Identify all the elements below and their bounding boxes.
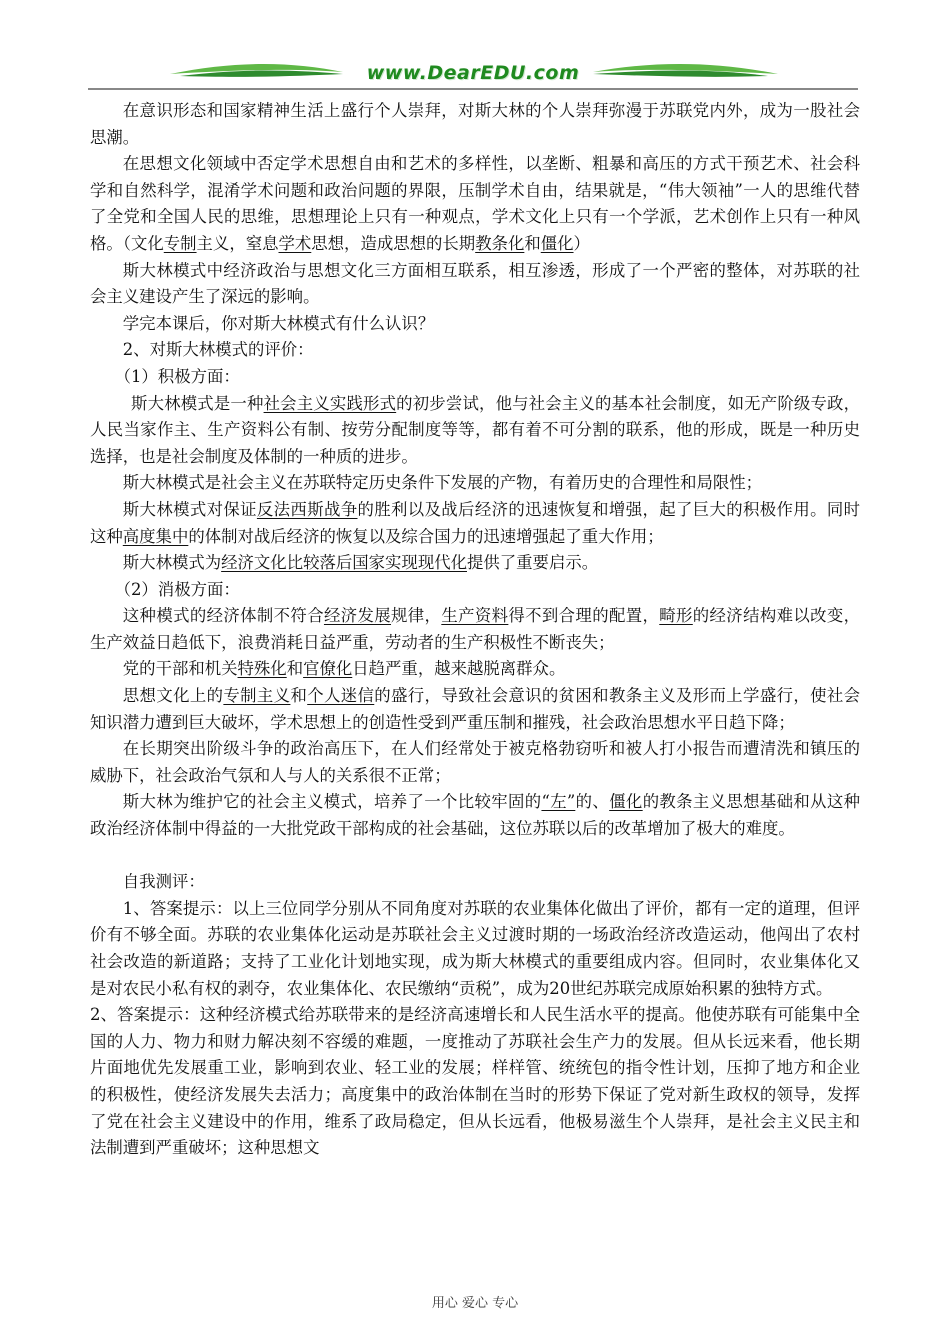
underlined-term: 经济发展 bbox=[323, 606, 392, 626]
underlined-term: 个人迷信 bbox=[307, 686, 375, 706]
underlined-term: 僵化 bbox=[540, 233, 574, 253]
underlined-term: 经济文化比较落后国家实现现代化 bbox=[221, 553, 467, 573]
document-body bbox=[90, 98, 860, 1162]
subheading-positive: （1）积极方面： bbox=[114, 366, 240, 386]
paragraph-positive-1: 斯大林模式是一种社会主义实践形式的初步尝试，他与社会主义的基本社会制度，如无产阶级专政，人民当家作主、生产资料公有制、按劳分配制度等等，都有着不可分割的联系，他的形成，既是一种历史选择，也是社会制度及体制的一种质的进步。 bbox=[90, 393, 860, 466]
section-heading-evaluation: 2、对斯大林模式的评价： bbox=[122, 340, 314, 360]
paragraph-positive-2: 斯大林模式是社会主义在苏联特定历史条件下发展的产物，有着历史的合理性和局限性； bbox=[122, 473, 763, 493]
heading-self-test: 自我测评： bbox=[122, 872, 205, 892]
underlined-term: 专制主义 bbox=[223, 686, 291, 706]
paragraph-negative-4: 在长期突出阶级斗争的政治高压下，在人们经常处于被克格勃窃听和被人打小报告而遭清洗和镇压的威胁下，社会政治气氛和人与人的关系很不正常； bbox=[90, 739, 860, 785]
site-header bbox=[88, 58, 858, 94]
paragraph-integrated-system: 斯大林模式中经济政治与思想文化三方面相互联系，相互渗透，形成了一个严密的整体，对苏联的社会主义建设产生了深远的影响。 bbox=[90, 260, 860, 307]
underlined-term: “左” bbox=[541, 792, 576, 812]
paragraph-negative-3: 思想文化上的专制主义和个人迷信的盛行，导致社会意识的贫困和教条主义及形而上学盛行，使社会知识潜力遭到巨大破坏，学术思想上的创造性受到严重压制和摧残，社会政治思想水平日趋下降； bbox=[90, 686, 861, 732]
blank-line bbox=[90, 843, 860, 870]
underlined-term: 官僚化 bbox=[303, 659, 353, 679]
underlined-term: 高度集中 bbox=[122, 526, 189, 546]
paragraph-question: 学完本课后，你对斯大林模式有什么认识？ bbox=[122, 313, 435, 333]
underlined-term: 特殊化 bbox=[237, 659, 287, 679]
underlined-term: 反法西斯战争 bbox=[256, 499, 358, 519]
underlined-term: 学术 bbox=[278, 233, 312, 253]
paragraph-answer-1: 1、答案提示：以上三位同学分别从不同角度对苏联的农业集体化做出了评价，都有一定的道理，但评价有不够全面。苏联的农业集体化运动是苏联社会主义过渡时期的一场政治经济改造运动，他闯出了农村社会改造的新道路；支持了工业化计划地实现，成为斯大林模式的重要组成内容。但同时，农业集体化又是对农民小私有权的剥夺，农业集体化、农民缴纳“贡税”，成为20世纪苏联完成原始积累的独特方式。 bbox=[90, 898, 860, 998]
paragraph-positive-4: 斯大林模式为经济文化比较落后国家实现现代化提供了重要启示。 bbox=[122, 553, 599, 573]
paragraph-negative-1: 这种模式的经济体制不符合经济发展规律，生产资料得不到合理的配置，畸形的经济结构难以改变，生产效益日趋低下，浪费消耗日益严重，劳动者的生产积极性不断丧失； bbox=[90, 606, 861, 652]
underlined-term: 僵化 bbox=[609, 792, 643, 812]
subheading-negative: （2）消极方面： bbox=[114, 579, 240, 599]
underlined-term: 畸形 bbox=[659, 606, 693, 626]
paragraph-personality-cult: 在意识形态和国家精神生活上盛行个人崇拜，对斯大林的个人崇拜弥漫于苏联党内外，成为一股社会思潮。 bbox=[90, 101, 860, 147]
underlined-term: 专制 bbox=[163, 233, 197, 253]
paragraph-negative-2: 党的干部和机关特殊化和官僚化日趋严重，越来越脱离群众。 bbox=[122, 659, 566, 679]
paragraph-positive-3: 斯大林模式对保证反法西斯战争的胜利以及战后经济的迅速恢复和增强，起了巨大的积极作用。同时这种高度集中的体制对战后经济的恢复以及综合国力的迅速增强起了重大作用； bbox=[90, 499, 861, 546]
site-logo-text[interactable]: www.DearEDU.com bbox=[366, 62, 580, 84]
underlined-term: 教条化 bbox=[475, 233, 525, 253]
paragraph-answer-2: 2、答案提示：这种经济模式给苏联带来的是经济高速增长和人民生活水平的提高。他使苏联有可能集中全国的人力、物力和财力解决刻不容缓的难题，一度推动了苏联社会生产力的发展。但从长远来看，他长期片面地优先发展重工业，影响到农业、轻工业的发展；样样管、统统包的指令性计划，压抑了地方和企业的积极性，使经济发展失去活力；高度集中的政治体制在当时的形势下保证了党对新生政权的领导，发挥了党在社会主义建设中的作用，维系了政局稳定，但从长远看，他极易滋生个人崇拜，是社会主义民主和法制遭到严重破坏；这种思想文 bbox=[90, 1005, 860, 1158]
paragraph-culture-control: 在思想文化领域中否定学术思想自由和艺术的多样性，以垄断、粗暴和高压的方式干预艺术、社会科学和自然科学，混淆学术问题和政治问题的界限，压制学术自由，结果就是，“伟大领袖”一人的思维代替了全党和全国人民的思维，思想理论上只有一种观点，学术文化上只有一个学派，艺术创作上只有一种风格。（文化专制主义，窒息学术思想，造成思想的长期教条化和僵化） bbox=[90, 154, 860, 253]
underlined-term: 生产资料 bbox=[441, 606, 509, 626]
paragraph-negative-5: 斯大林为维护它的社会主义模式，培养了一个比较牢固的“左”的、僵化的教条主义思想基础和从这种政治经济体制中得益的一大批党政干部构成的社会基础，这位苏联以后的改革增加了极大的难度。 bbox=[90, 792, 861, 839]
underlined-term: 社会主义实践形式 bbox=[263, 393, 397, 413]
page-footer: 用心 爱心 专心 bbox=[431, 1296, 519, 1311]
